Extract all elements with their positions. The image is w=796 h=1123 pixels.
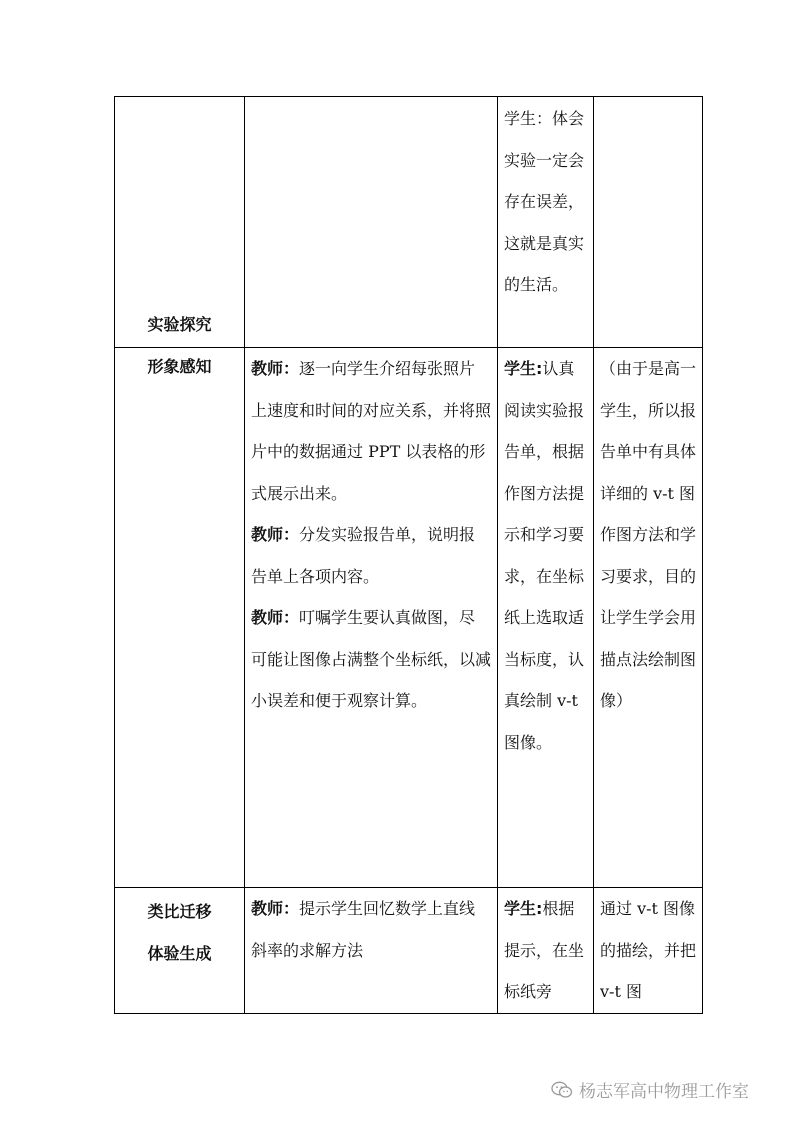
stage-line: 实验探究: [147, 315, 212, 334]
note-cell: [594, 348, 703, 888]
stage-line: 体验生成: [147, 943, 212, 963]
teacher-paragraph: [251, 597, 491, 722]
table-row: [115, 348, 703, 888]
note-cell: [594, 97, 703, 348]
student-cell: [498, 97, 594, 348]
student-cell: [498, 348, 594, 888]
student-label: 学生:: [504, 899, 543, 918]
stage-line: 类比迁移: [147, 902, 212, 921]
teacher-text: 分发实验报告单，说明报告单上各项内容。: [251, 525, 476, 586]
teacher-cell: [245, 888, 498, 1014]
note-text: （由于是高一学生，所以报告单中有具体详细的 v-t 图作图方法和学习要求，目的让学生学会用描点法绘制图像）: [600, 359, 697, 710]
stage-line: 形象感知: [147, 356, 212, 376]
student-label: 学生：: [504, 109, 553, 128]
teacher-paragraph: [251, 348, 491, 514]
student-text: 根据提示，在坐标纸旁: [504, 899, 585, 1001]
teacher-label: 教师：: [251, 608, 300, 627]
teacher-text: 提示学生回忆数学上直线斜率的求解方法: [251, 899, 476, 960]
teacher-cell: [245, 348, 498, 888]
stage-cell: [115, 315, 245, 888]
watermark-text: 杨志军高中物理工作室: [579, 1082, 749, 1102]
teacher-label: 教师：: [251, 899, 300, 918]
watermark: [551, 1077, 749, 1102]
teacher-paragraph: [251, 888, 491, 971]
lesson-plan-table: [114, 96, 703, 1014]
note-text: 通过 v-t 图像的描绘，并把 v-t 图: [600, 899, 697, 1001]
wechat-icon: [551, 1081, 573, 1099]
table-row: [115, 888, 703, 1014]
student-text: 认真阅读实验报告单，根据作图方法提示和学习要求，在坐标纸上选取适当标度，认真绘制 v-t 图像。: [504, 359, 585, 752]
student-text: 体会实验一定会存在误差，这就是真实的生活。: [504, 109, 585, 294]
teacher-label: 教师：: [251, 359, 300, 378]
teacher-cell: [245, 97, 498, 348]
student-label: 学生:: [504, 359, 543, 378]
stage-cell: [115, 888, 245, 1014]
note-cell: [594, 888, 703, 1014]
teacher-label: 教师：: [251, 525, 300, 544]
teacher-text: 叮嘱学生要认真做图，尽可能让图像占满整个坐标纸，以减小误差和便于观察计算。: [251, 608, 492, 710]
teacher-text: 逐一向学生介绍每张照片上速度和时间的对应关系，并将照片中的数据通过 PPT 以表格的形式展示出来。: [251, 359, 492, 503]
teacher-paragraph: [251, 514, 491, 597]
student-cell: [498, 888, 594, 1014]
